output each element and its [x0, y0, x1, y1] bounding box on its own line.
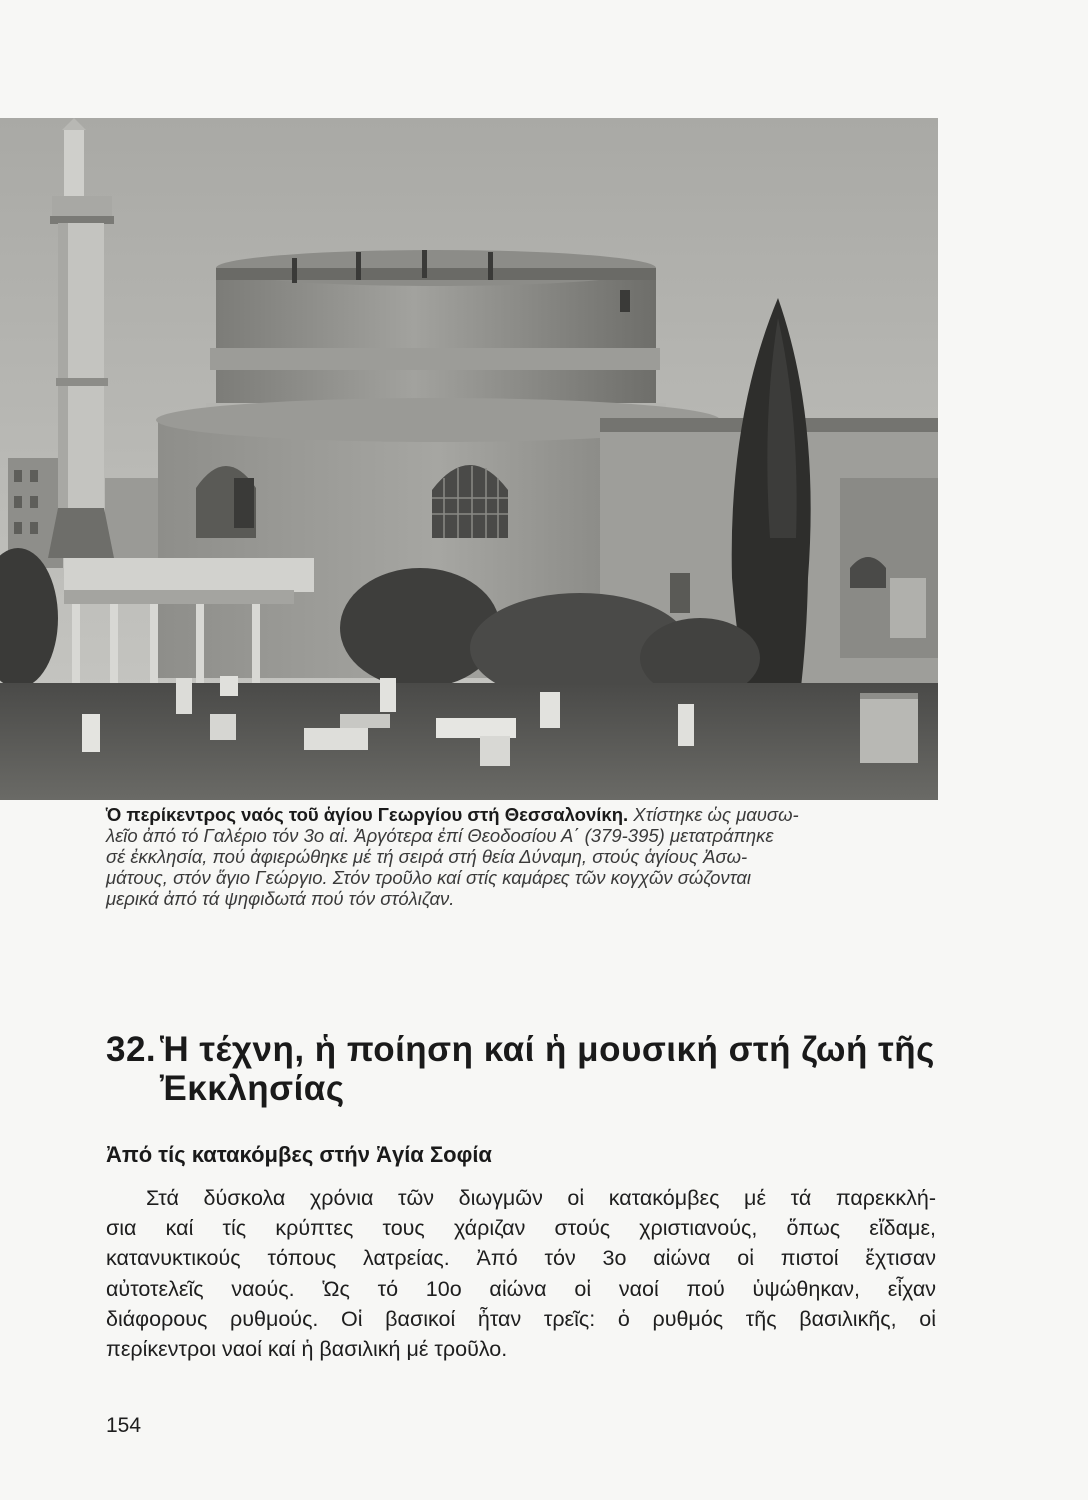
page-number: 154: [106, 1414, 142, 1437]
caption-line-2: λεῖο ἀπό τό Γαλέριο τόν 3ο αἰ. Ἀργότερα ἐπί Θεοδοσίου Α΄ (379-395) μετατράπηκε: [106, 825, 774, 846]
photo-illustration: [0, 118, 938, 800]
body-line-2: σια καί τίς κρύπτες τους χάριζαν στούς χριστιανούς, ὅπως εἴδαμε,: [106, 1216, 936, 1241]
body-line-1: Στά δύσκολα χρόνια τῶν διωγμῶν οἱ κατακόμβες μέ τά παρεκκλή-: [146, 1186, 936, 1210]
chapter-title-line-1: Ἡ τέχνη, ἡ ποίηση καί ἡ μουσική στή ζωή τῆς: [160, 1030, 935, 1069]
caption-line-4: μάτους, στόν ἅγιο Γεώργιο. Στόν τροῦλο καί στίς καμάρες τῶν κογχῶν σώζονται: [106, 867, 751, 888]
photo-rotunda: [0, 118, 938, 800]
photo-caption: [106, 804, 936, 909]
caption-line-5: μερικά ἀπό τά ψηφιδωτά πού τόν στόλιζαν.: [106, 888, 455, 909]
chapter-number: 32.: [106, 1030, 157, 1069]
body-paragraph: [106, 1183, 936, 1364]
chapter-title-line-2: Ἐκκλησίας: [160, 1069, 345, 1108]
chapter-heading: [106, 1030, 956, 1108]
body-line-5: διάφορους ρυθμούς. Οἱ βασικοί ἦταν τρεῖς: ὁ ρυθμός τῆς βασιλικῆς, οἱ: [106, 1306, 936, 1331]
body-line-6: περίκεντροι ναοί καί ἡ βασιλική μέ τροῦλο.: [106, 1337, 508, 1362]
caption-line-1: Χτίστηκε ὡς μαυσω-: [628, 804, 799, 825]
caption-title: Ὁ περίκεντρος ναός τοῦ ἁγίου Γεωργίου στή Θεσσαλονίκη.: [106, 804, 629, 825]
body-line-3: κατανυκτικούς τόπους λατρείας. Ἀπό τόν 3ο αἰώνα οἱ πιστοί ἔχτισαν: [106, 1246, 936, 1271]
body-line-4: αὐτοτελεῖς ναούς. Ὡς τό 10ο αἰώνα οἱ ναοί πού ὑψώθηκαν, εἶχαν: [106, 1276, 936, 1301]
section-heading: Ἀπό τίς κατακόμβες στήν Ἁγία Σοφία: [106, 1142, 492, 1167]
caption-line-3: σέ ἐκκλησία, πού ἀφιερώθηκε μέ τή σειρά στή θεία Δύναμη, στούς ἁγίους Ἀσω-: [106, 846, 748, 867]
